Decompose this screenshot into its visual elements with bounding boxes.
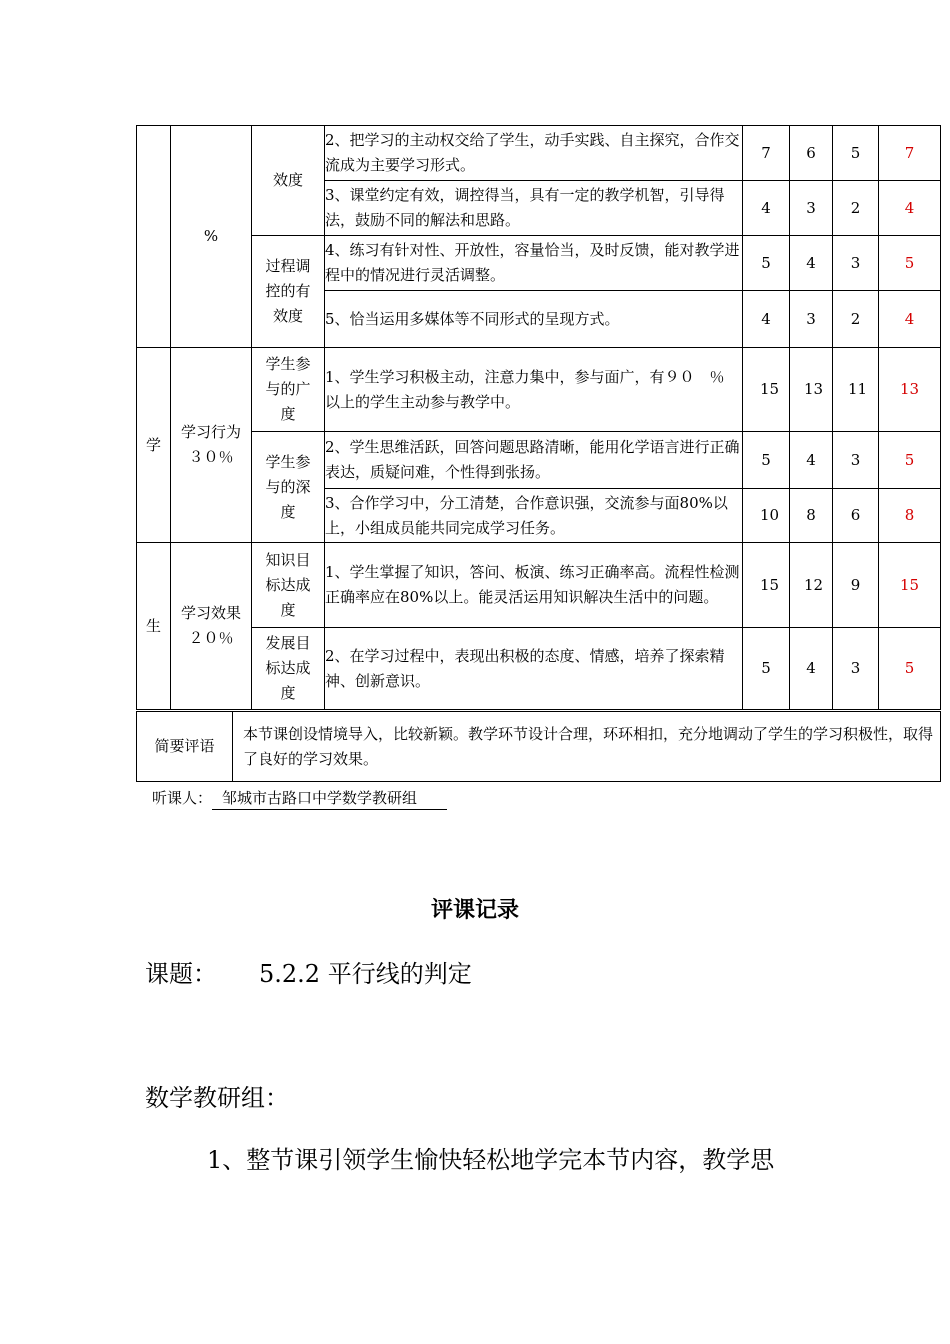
student-side-char: 生 (137, 543, 171, 710)
teacher-weight-cell: % (171, 126, 252, 348)
mid-score: 4 (790, 628, 833, 710)
criterion-text: 1、学生学习积极主动，注意力集中，参与面广，有９０ ％ 以上的学生主动参与教学中。 (325, 348, 743, 432)
criterion-text: 2、学生思维活跃，回答问题思路清晰，能用化学语言进行正确表达，质疑问难，个性得到张扬。 (325, 432, 743, 489)
comment-label: 简要评语 (137, 712, 233, 782)
given-score: 4 (879, 291, 941, 348)
given-score: 13 (879, 348, 941, 432)
knowledge-goal-label: 知识目标达成度 (252, 543, 325, 628)
topic-line (145, 954, 472, 989)
evaluation-table (136, 125, 941, 710)
criterion-text: 3、合作学习中，分工清楚，合作意识强，交流参与面80%以上，小组成员能共同完成学习任务。 (325, 489, 743, 543)
group-heading: 数学教研组： (145, 1084, 289, 1112)
max-score: 4 (743, 291, 790, 348)
criterion-text: 3、课堂约定有效，调控得当，具有一定的教学机智，引导得法，鼓励不同的解法和思路。 (325, 181, 743, 236)
mid-score: 3 (790, 291, 833, 348)
student-side-char: 学 (137, 348, 171, 543)
max-score: 15 (743, 348, 790, 432)
max-score: 5 (743, 432, 790, 489)
given-score: 5 (879, 628, 941, 710)
effect-weight-label: 学习效果２０％ (171, 543, 252, 710)
given-score: 5 (879, 432, 941, 489)
mid-score: 3 (790, 181, 833, 236)
mid-score: 6 (790, 126, 833, 181)
given-score: 4 (879, 181, 941, 236)
listener-label: 听课人： (152, 789, 213, 807)
teacher-side-cell (137, 126, 171, 348)
max-score: 10 (743, 489, 790, 543)
comment-table (136, 711, 941, 782)
max-score: 5 (743, 236, 790, 291)
max-score: 4 (743, 181, 790, 236)
given-score: 8 (879, 489, 941, 543)
listener-line (152, 787, 447, 810)
max-score: 15 (743, 543, 790, 628)
page-title: 评课记录 (430, 897, 519, 923)
mid-score: 12 (790, 543, 833, 628)
mid-score: 4 (790, 432, 833, 489)
low-score: 3 (833, 432, 879, 489)
development-goal-label: 发展目标达成度 (252, 628, 325, 710)
criterion-text: 2、把学习的主动权交给了学生，动手实践、自主探究，合作交流成为主要学习形式。 (325, 126, 743, 181)
low-score: 9 (833, 543, 879, 628)
low-score: 2 (833, 181, 879, 236)
behavior-weight-label: 学习行为３０％ (171, 348, 252, 543)
low-score: 3 (833, 628, 879, 710)
criterion-text: 5、恰当运用多媒体等不同形式的呈现方式。 (325, 291, 743, 348)
topic-label: 课题： (145, 960, 217, 988)
effect-label: 效度 (252, 126, 325, 236)
criterion-text: 1、学生掌握了知识，答问、板演、练习正确率高。流程性检测正确率应在80%以上。能灵活运用知识解决生活中的问题。 (325, 543, 743, 628)
low-score: 6 (833, 489, 879, 543)
comment-text: 本节课创设情境导入，比较新颖。教学环节设计合理，环环相扣，充分地调动了学生的学习积极性，取得了良好的学习效果。 (233, 712, 941, 782)
listener-value: 邹城市古路口中学数学教研组 (212, 787, 447, 810)
depth-label: 学生参与的深度 (252, 432, 325, 543)
criterion-text: 2、在学习过程中，表现出积极的态度、情感，培养了探索精神、创新意识。 (325, 628, 743, 710)
low-score: 2 (833, 291, 879, 348)
low-score: 11 (833, 348, 879, 432)
given-score: 7 (879, 126, 941, 181)
mid-score: 8 (790, 489, 833, 543)
given-score: 5 (879, 236, 941, 291)
breadth-label: 学生参与的广度 (252, 348, 325, 432)
mid-score: 4 (790, 236, 833, 291)
topic-value: 5.2.2 平行线的判定 (259, 960, 472, 988)
mid-score: 13 (790, 348, 833, 432)
given-score: 15 (879, 543, 941, 628)
process-control-label: 过程调控的有效度 (252, 236, 325, 348)
low-score: 3 (833, 236, 879, 291)
max-score: 7 (743, 126, 790, 181)
low-score: 5 (833, 126, 879, 181)
criterion-text: 4、练习有针对性、开放性，容量恰当，及时反馈，能对教学进程中的情况进行灵活调整。 (325, 236, 743, 291)
max-score: 5 (743, 628, 790, 710)
comment-paragraph: 1、整节课引领学生愉快轻松地学完本节内容，教学思 (207, 1146, 775, 1174)
